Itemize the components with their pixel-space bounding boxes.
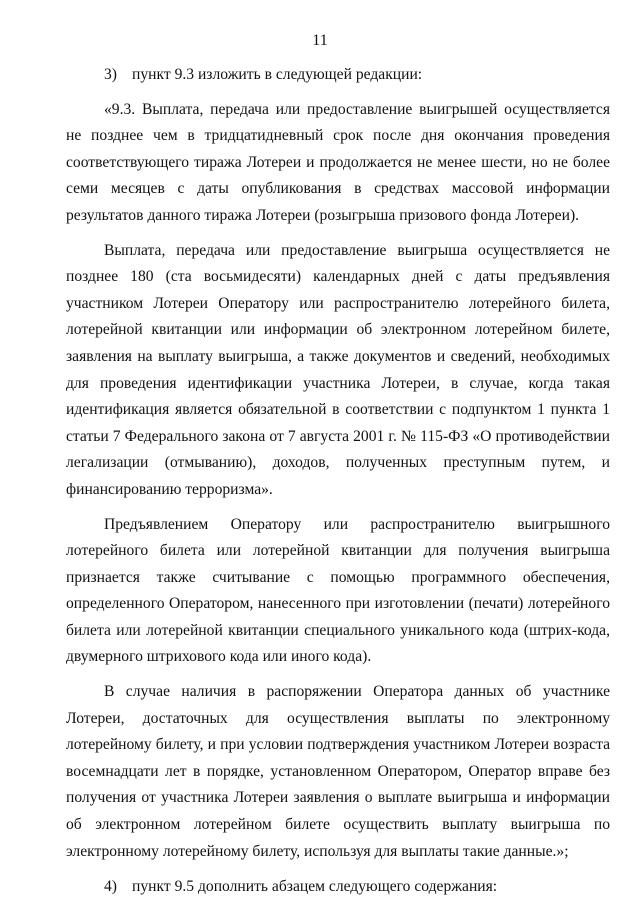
document-body — [66, 62, 610, 901]
page-number: 11 — [312, 32, 328, 49]
list-item-number: 3) — [104, 66, 117, 83]
list-item-3 — [66, 62, 610, 89]
list-item-number: 4) — [104, 878, 117, 896]
list-item-text: пункт 9.3 изложить в следующей редакции: — [132, 66, 423, 83]
paragraph-9-3-intro: «9.3. Выплата, передача или предоставление выигрышей осуществляется не позднее чем в тридцатидневный срок после дня окончания проведения соответствующего тиража Лотереи и продолжается не менее шести, но не более семи месяцев с даты опубликования в средствах массовой информации результатов данного тиража Лотереи (розыгрыша призового фонда Лотереи). — [66, 100, 610, 224]
list-item-4 — [66, 874, 610, 901]
list-item-text: пункт 9.5 дополнить абзацем следующего содержания: — [132, 878, 498, 896]
paragraph-presentation: Предъявлением Оператору или распространителю выигрышного лотерейного билета или лотерейной квитанции для получения выигрыша признается также считывание с помощью программного обеспечения, определенного Оператором, нанесенного при изготовлении (печати) лотерейного билета или лотерейной квитанции специального уникального кода (штрих-кода, двумерного штрихового кода или иного кода). — [66, 515, 610, 666]
paragraph-payment-terms: Выплата, передача или предоставление выигрыша осуществляется не позднее 180 (ста восьмидесяти) календарных дней с даты предъявления участником Лотереи Оператору или распространителю лотерейного билета, лотерейной квитанции или информации об электронном лотерейном билете, заявления на выплату выигрыша, а также документов и сведений, необходимых для проведения идентификации участника Лотереи, в случае, когда такая идентификация является обязательной в соответствии с подпунктом 1 пункта 1 статьи 7 Федерального закона от 7 августа 2001 г. № 115-ФЗ «О противодействии легализации (отмыванию), доходов, полученных преступным путем, и финансированию терроризма». — [66, 241, 610, 498]
paragraph-operator-data: В случае наличия в распоряжении Оператора данных об участнике Лотереи, достаточных для осуществления выплаты по электронному лотерейному билету, и при условии подтверждения участником Лотереи возраста восемнадцати лет в порядке, установленном Оператором, Оператор вправе без получения от участника Лотереи заявления о выплате выигрыша и информации об электронном лотерейном билете осуществить выплату выигрыша по электронному лотерейному билету, используя для выплаты такие данные.»; — [66, 683, 610, 860]
